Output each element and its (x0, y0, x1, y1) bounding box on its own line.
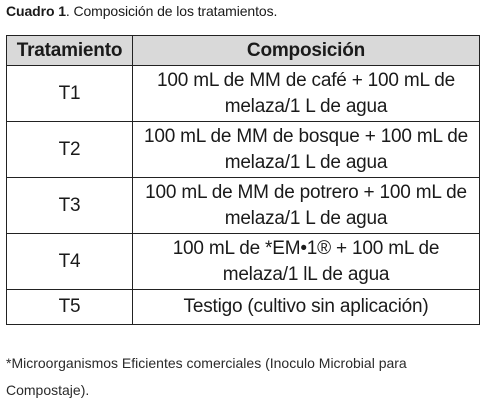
treatment-id-cell: T4 (7, 234, 133, 290)
table-footnote: *Microorganismos Eficientes comerciales (Inoculo Microbial para Compostaje). (6, 355, 407, 398)
treatment-id-cell: T3 (7, 178, 133, 234)
column-header-tratamiento: Tratamiento (7, 36, 133, 66)
treatment-id-cell: T1 (7, 66, 133, 122)
caption-text: . Composición de los tratamientos. (65, 3, 278, 19)
table-row (7, 122, 480, 178)
composition-cell: 100 mL de MM de café + 100 mL de melaza/1 L de agua (133, 66, 480, 122)
treatments-table (6, 35, 480, 325)
treatment-id-cell: T5 (7, 290, 133, 325)
table-row (7, 66, 480, 122)
treatment-id-cell: T2 (7, 122, 133, 178)
column-header-composicion: Composición (133, 36, 480, 66)
table-header-row (7, 36, 480, 66)
composition-cell: 100 mL de MM de potrero + 100 mL de melaza/1 L de agua (133, 178, 480, 234)
composition-cell: 100 mL de MM de bosque + 100 mL de melaza/1 L de agua (133, 122, 480, 178)
table-caption (6, 3, 277, 19)
table-row (7, 234, 480, 290)
caption-label: Cuadro 1 (6, 3, 66, 19)
composition-cell: Testigo (cultivo sin aplicación) (133, 290, 480, 325)
table-row (7, 290, 480, 325)
composition-cell: 100 mL de *EM•1® + 100 mL de melaza/1 lL de agua (133, 234, 480, 290)
table-row (7, 178, 480, 234)
